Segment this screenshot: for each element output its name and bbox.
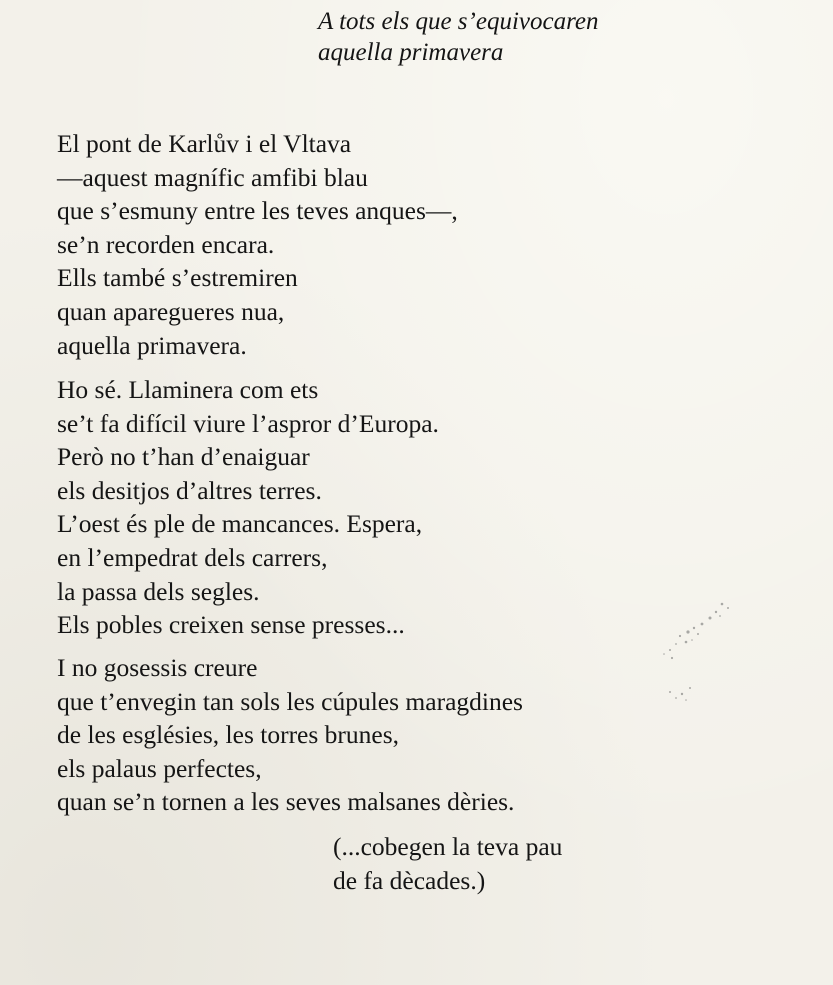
poem-line: quan aparegueres nua, (57, 296, 285, 326)
dedication-line: A tots els que s’equivocaren (318, 8, 599, 35)
poem-line: L’oest és ple de mancances. Espera, (57, 509, 423, 539)
poem-line: aquella primavera. (57, 330, 247, 360)
poem-line: els palaus perfectes, (57, 753, 262, 783)
poem-line: se’t fa difícil viure l’aspror d’Europa. (57, 408, 439, 438)
dedication-line: aquella primavera (318, 39, 504, 66)
poem-line: Però no t’han d’enaiguar (57, 442, 310, 472)
poem-line: Ho sé. Llaminera com ets (57, 375, 319, 404)
poem-line: —aquest magnífic amfibi blau (57, 162, 368, 192)
stanza-1 (57, 127, 458, 362)
dedication (318, 6, 599, 68)
poem-line: El pont de Karlův i el Vltava (57, 129, 352, 158)
poem-line: en l’empedrat dels carrers, (57, 542, 328, 572)
poem-line: Ells també s’estremiren (57, 263, 298, 293)
poem-line: quan se’n tornen a les seves malsanes dèries. (57, 787, 515, 817)
ink-smudge (650, 598, 740, 708)
closing-parenthetical (333, 830, 562, 898)
poem-line: se’n recorden encara. (57, 229, 275, 259)
poem-line: la passa dels segles. (57, 576, 260, 606)
stanza-2 (57, 373, 439, 642)
closing-line: de fa dècades.) (333, 866, 486, 895)
poem-line: els desitjos d’altres terres. (57, 475, 322, 505)
stanza-3 (57, 651, 523, 819)
poem-line: de les esglésies, les torres brunes, (57, 720, 400, 750)
poem-line: I no gosessis creure (57, 653, 258, 682)
poem-line: que s’esmuny entre les teves anques—, (57, 196, 458, 226)
poem-line: Els pobles creixen sense presses... (57, 610, 405, 640)
poem-line: que t’envegin tan sols les cúpules maragdines (57, 686, 523, 716)
closing-line: (...cobegen la teva pau (333, 832, 563, 861)
